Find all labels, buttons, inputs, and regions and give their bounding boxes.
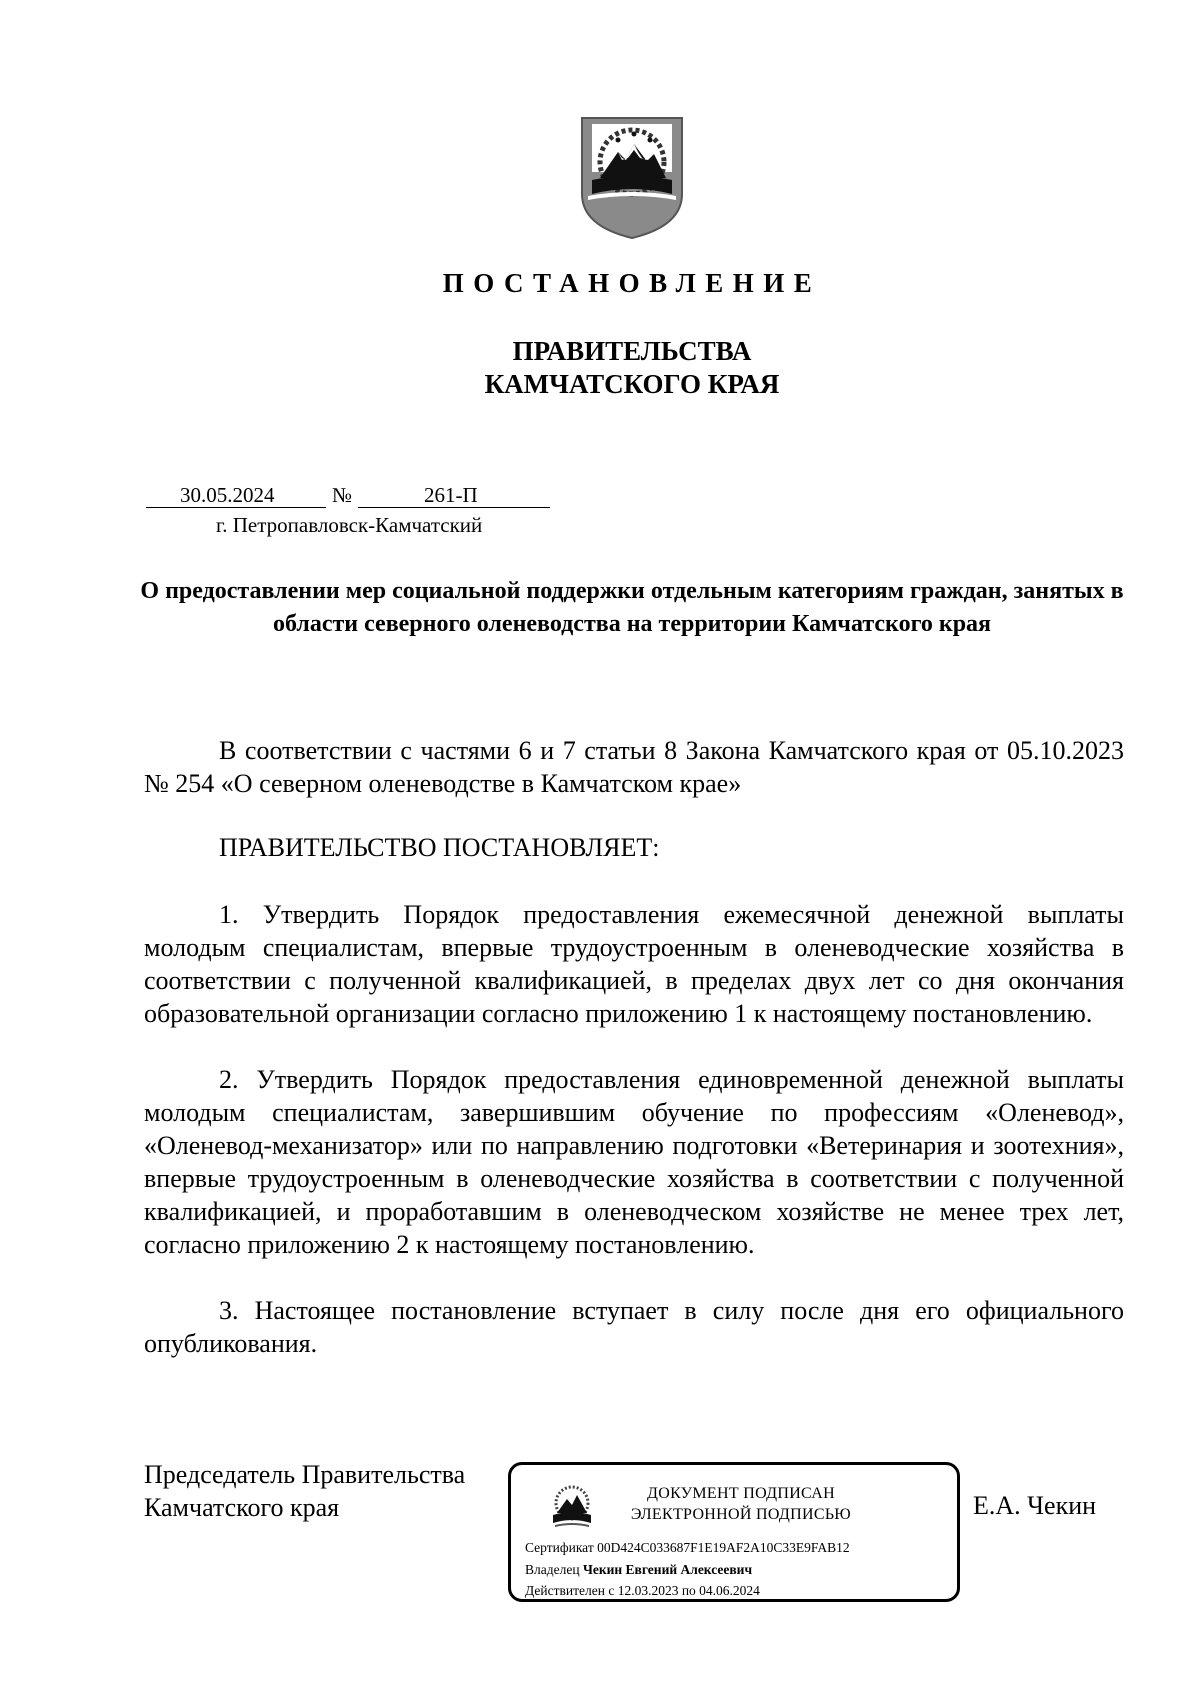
stamp-emblem-icon	[549, 1483, 595, 1539]
number-underline	[358, 507, 550, 508]
item-1-paragraph: 1. Утвердить Порядок предоставления ежемесячной денежной выплаты молодым специалистам, впервые трудоустроенным в оленеводческие хозяйства в соответствии с полученной квалификацией, в пределах двух лет со дня окончания образовательной организации согласно приложению 1 к настоящему постановлению.	[144, 900, 1124, 1028]
stamp-heading-line1: ДОКУМЕНТ ПОДПИСАН	[647, 1485, 835, 1502]
number-sign: №	[332, 483, 353, 507]
date-underline	[146, 507, 326, 508]
electronic-signature-stamp	[508, 1462, 960, 1602]
stamp-validity-label: Действителен	[525, 1583, 605, 1598]
signer-name: Е.А. Чекин	[973, 1491, 1097, 1520]
document-place: г. Петропавловск-Камчатский	[216, 513, 483, 537]
stamp-owner-label: Владелец	[525, 1562, 580, 1577]
signer-position-line1: Председатель Правительства	[144, 1460, 466, 1489]
stamp-certificate-row	[525, 1540, 850, 1556]
document-type-heading: ПОСТАНОВЛЕНИЕ	[442, 268, 822, 298]
document-date: 30.05.2024	[180, 483, 275, 507]
item-3-paragraph: 3. Настоящее постановление вступает в силу после дня его официального опубликования.	[144, 1296, 1124, 1358]
document-title: О предоставлении мер социальной поддержки отдельным категориям граждан, занятых в области северного оленеводства на территории Камчатского края	[140, 578, 1124, 637]
issuer-heading-line2: КАМЧАТСКОГО КРАЯ	[484, 369, 780, 399]
stamp-valid-from-word: с	[608, 1583, 615, 1598]
stamp-valid-from-date: 12.03.2023	[617, 1583, 679, 1598]
signer-position-line2: Камчатского края	[144, 1493, 340, 1522]
stamp-owner-row	[525, 1562, 752, 1578]
resolves-heading: ПРАВИТЕЛЬСТВО ПОСТАНОВЛЯЕТ:	[219, 833, 660, 862]
item-2-paragraph: 2. Утвердить Порядок предоставления единовременной денежной выплаты молодым специалистам, завершившим обучение по профессиям «Оленевод», «Оленевод-механизатор» или по направлению подготовки «Ветеринария и зоотехния», впервые трудоустроенным в оленеводческие хозяйства в соответствии с полученной квалификацией, и проработавшим в оленеводческом хозяйстве не менее трех лет, согласно приложению 2 к настоящему постановлению.	[144, 1065, 1124, 1259]
issuer-heading-line1: ПРАВИТЕЛЬСТВА	[512, 336, 752, 366]
stamp-valid-to-date: 04.06.2024	[699, 1583, 760, 1598]
stamp-owner-value: Чекин Евгений Алексеевич	[582, 1562, 753, 1577]
signer-position	[144, 1458, 465, 1524]
stamp-valid-to-word: по	[681, 1583, 696, 1598]
preamble-paragraph: В соответствии с частями 6 и 7 статьи 8 Закона Камчатского края от 05.10.2023 № 254 «О северном оленеводстве в Камчатском крае»	[144, 736, 1124, 798]
kamchatka-coat-of-arms-icon	[578, 114, 686, 240]
stamp-validity-row	[525, 1583, 760, 1599]
stamp-certificate-label: Сертификат	[525, 1540, 594, 1555]
stamp-heading-line2: ЭЛЕКТРОННОЙ ПОДПИСЬЮ	[630, 1506, 852, 1523]
document-number: 261-П	[424, 483, 478, 507]
stamp-certificate-value: 00D424C033687F1E19AF2A10C33E9FAB12	[597, 1540, 850, 1555]
